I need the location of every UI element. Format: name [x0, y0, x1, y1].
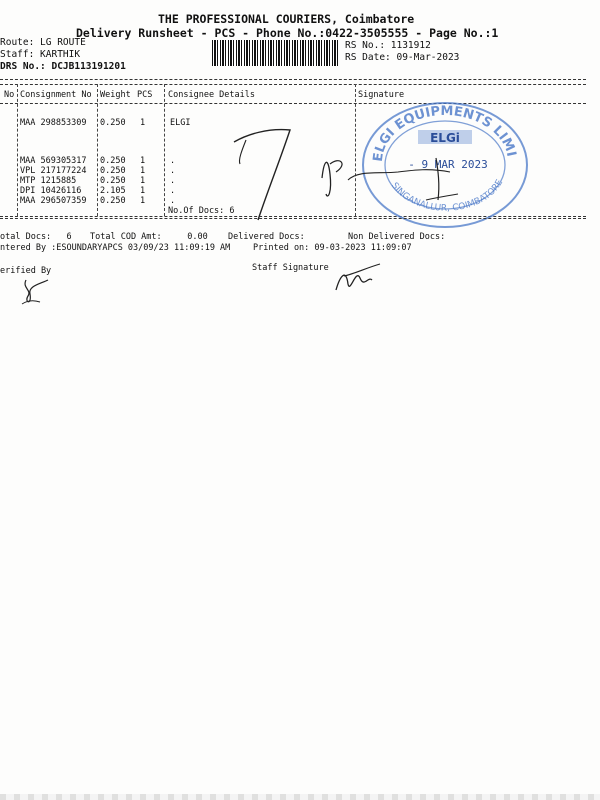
total-cod: Total COD Amt: 0.00 [90, 232, 208, 242]
consignment-no: MAA 298853309 [20, 118, 87, 128]
pcs: 1 [140, 186, 146, 196]
footer-rule [0, 218, 586, 219]
weight: 0.250 [100, 156, 126, 166]
consignment-no: DPI 10426116 [20, 186, 82, 196]
consignment-no: MAA 296507359 [20, 196, 87, 206]
stamp-logo: ELGi [430, 131, 460, 145]
consignment-no: MTP 1215885 [20, 176, 77, 186]
drs-number: DRS No.: DCJB113191201 [0, 61, 126, 72]
pcs: 1 [140, 196, 146, 206]
total-docs: otal Docs: 6 [0, 232, 72, 242]
staff-signature-label: Staff Signature [252, 263, 329, 273]
consignment-no: VPL 217177224 [20, 166, 87, 176]
header-pcs: PCS [137, 90, 153, 100]
scan-edge [0, 794, 600, 800]
non-delivered-docs: Non Delivered Docs: [348, 232, 446, 242]
consignee: . [170, 196, 176, 206]
company-title: THE PROFESSIONAL COURIERS, Coimbatore [158, 12, 415, 26]
pcs: 1 [140, 118, 146, 128]
rs-number: RS No.: 1131912 [345, 40, 431, 51]
verifier-signature [18, 276, 54, 310]
header-consignee: Consignee Details [168, 90, 255, 100]
no-of-docs: No.Of Docs: 6 [168, 206, 235, 216]
header-consignment: Consignment No [20, 90, 92, 100]
handwritten-seven [228, 120, 298, 225]
weight: 0.250 [100, 118, 126, 128]
consignee: . [170, 176, 176, 186]
pcs: 1 [140, 166, 146, 176]
rs-date: RS Date: 09-Mar-2023 [345, 52, 460, 63]
stamp-date: - 9 MAR 2023 [408, 158, 488, 171]
printed-on: Printed on: 09-03-2023 11:09:07 [253, 243, 412, 253]
staff-signature [330, 258, 385, 298]
pcs: 1 [140, 156, 146, 166]
handwritten-signature [318, 150, 468, 210]
delivered-docs: Delivered Docs: [228, 232, 305, 242]
stamp-top-text: ELGI EQUIPMENTS LIMI [370, 103, 519, 163]
stamp-bottom-text: SINGANALLUR, COIMBATORE [388, 178, 506, 214]
weight: 0.250 [100, 196, 126, 206]
weight: 0.250 [100, 166, 126, 176]
weight: 0.250 [100, 176, 126, 186]
header-weight: Weight [100, 90, 131, 100]
weight: 2.105 [100, 186, 126, 196]
col-divider [17, 84, 18, 216]
staff-label: Staff: KARTHIK [0, 49, 81, 60]
table-top-rule-2 [0, 84, 586, 85]
header-no: No [4, 90, 15, 100]
verified-by: erified By [0, 266, 52, 276]
consignee: . [170, 186, 176, 196]
consignee: . [170, 156, 176, 166]
consignee: ELGI [170, 118, 191, 128]
entered-by: ntered By :ESOUNDARYAPCS 03/09/23 11:09:19 AM [0, 243, 231, 253]
runsheet-title: Delivery Runsheet - PCS - Phone No.:0422-3505555 - Page No.:1 [76, 26, 499, 40]
route-label: Route: LG ROUTE [0, 37, 86, 48]
header-signature: Signature [358, 90, 405, 100]
pcs: 1 [140, 176, 146, 186]
consignee: . [170, 166, 176, 176]
col-divider [97, 84, 98, 216]
col-divider [164, 84, 165, 216]
table-top-rule [0, 79, 586, 80]
barcode [212, 40, 338, 66]
consignment-no: MAA 569305317 [20, 156, 87, 166]
